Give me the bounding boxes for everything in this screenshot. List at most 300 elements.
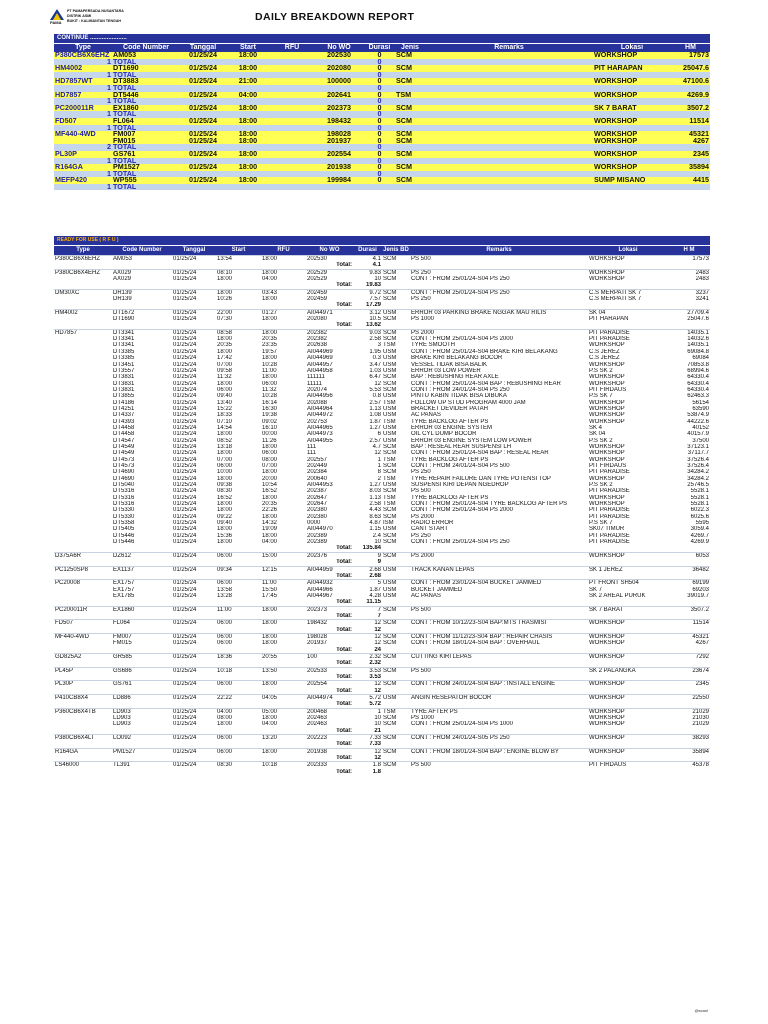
cell: 01/25/24 [172, 735, 216, 742]
table-row [54, 620, 710, 627]
cell: 16:14 [261, 400, 306, 406]
cell: 0 [377, 150, 382, 158]
type-cell: D375A6R [54, 552, 112, 559]
cell: VESSEL TIDAK BISA BALIK [410, 362, 588, 368]
cell: PIT HARAPAN [588, 316, 668, 322]
cell: PS 250 [410, 533, 588, 539]
cell: WORKSHOP [588, 381, 668, 387]
total-row [54, 627, 710, 634]
cell: SCM [382, 721, 410, 727]
cell: 18:00 [261, 640, 306, 646]
cell: 06:00 [216, 580, 261, 587]
cell: 200468 [306, 708, 353, 715]
cell: 18:00 [238, 104, 258, 112]
column-header: Code Number [112, 246, 172, 256]
cell: WORKSHOP [594, 78, 638, 85]
cell: 0 [377, 65, 382, 72]
cell: 45378 [668, 762, 710, 769]
cell: 08:10 [216, 269, 261, 276]
cell: EX1137 [112, 566, 172, 573]
column-header: Remarks [410, 246, 588, 256]
cell: 10 [353, 721, 382, 727]
empty-cell [410, 545, 588, 552]
cell: TSM [382, 501, 410, 507]
empty-cell [668, 728, 710, 735]
empty-cell [382, 322, 410, 329]
cell: DT1690 [113, 65, 139, 72]
total-row [54, 262, 710, 269]
total-label: TOTAL [112, 98, 180, 105]
empty-cell [410, 769, 588, 775]
empty-cell [671, 98, 710, 105]
cell: 00:00 [261, 431, 306, 437]
cell: 202389 [306, 539, 353, 545]
cell: SCM [382, 463, 410, 469]
column-header: Remarks [425, 44, 593, 52]
cell: 0 [377, 131, 382, 138]
empty-cell [54, 613, 112, 620]
empty-cell [593, 144, 671, 151]
empty-cell [112, 741, 172, 748]
empty-cell [172, 769, 216, 775]
cell: TSM [382, 419, 410, 425]
cell: EX1860 [113, 104, 139, 112]
total-label: TOTAL [112, 85, 180, 92]
cell: WORKSHOP [588, 406, 668, 412]
cell: LD903 [112, 708, 172, 715]
cell: WORKSHOP [588, 653, 668, 660]
empty-cell [588, 302, 668, 309]
cell: 14032.6 [668, 336, 710, 342]
cell: SCM [382, 374, 410, 380]
cell: WORKSHOP [588, 620, 668, 627]
cell: 01/25/24 [172, 681, 216, 688]
cell: 10.5 [353, 316, 382, 322]
empty-cell [172, 599, 216, 606]
cell: AI044956 [306, 393, 353, 399]
cell: 2483 [668, 276, 710, 282]
total-row [54, 72, 710, 79]
cell: WORKSHOP [588, 495, 668, 501]
type-cell: HD7857WT [55, 78, 93, 85]
cell: 27709.4 [668, 309, 710, 316]
empty-cell [382, 647, 410, 654]
empty-cell [588, 769, 668, 775]
cell: 202529 [306, 276, 353, 282]
empty-cell [314, 98, 364, 105]
cell: 202533 [306, 667, 353, 674]
empty-cell [180, 171, 226, 178]
cell: WORKSHOP [588, 457, 668, 463]
empty-cell [668, 613, 710, 620]
cell: 15:36 [216, 533, 261, 539]
cell: 19:57 [261, 349, 306, 355]
cell: SCM [382, 715, 410, 721]
cell: 9.83 [353, 269, 382, 276]
cell: 201938 [327, 164, 351, 171]
total-row [54, 322, 710, 329]
empty-cell [216, 647, 261, 654]
cell: WORKSHOP [588, 444, 668, 450]
column-header: Tanggal [172, 246, 216, 256]
cell: 0000 [306, 520, 353, 526]
total-row [54, 647, 710, 654]
cell: 01/25/24 [189, 131, 217, 138]
cell: 07:00 [216, 457, 261, 463]
cell: 1 [353, 463, 382, 469]
cell: 13:28 [216, 593, 261, 599]
cell: 9.72 [353, 289, 382, 296]
type-cell: FD507 [55, 117, 77, 125]
cell: SCM [382, 653, 410, 660]
type-cell: PC200011R [54, 606, 112, 613]
empty-cell [382, 545, 410, 552]
cell: TSM [382, 476, 410, 482]
cell: 202641 [327, 91, 351, 99]
cell: 4269.9 [687, 91, 709, 99]
cell: PIT FIRDAUS [588, 762, 668, 769]
cell: 202638 [306, 342, 353, 348]
cell: 10:28 [261, 362, 306, 368]
cell: 201938 [306, 748, 353, 755]
cell: 1 [353, 457, 382, 463]
cell: 23674 [668, 667, 710, 674]
total-label: Total: [306, 322, 353, 329]
cell: 18:00 [261, 620, 306, 627]
total-duration: 12 [353, 755, 382, 762]
empty-cell [216, 613, 261, 620]
empty-cell [216, 660, 261, 667]
cell: 18:00 [238, 137, 258, 145]
total-label: Total: [306, 282, 353, 289]
cell: FL064 [113, 117, 134, 125]
cell: WORKSHOP [588, 276, 668, 282]
cell: 01/25/24 [172, 355, 216, 361]
cell: WORKSHOP [588, 735, 668, 742]
column-header: Tanggal [180, 44, 226, 52]
cell: 01/25/24 [172, 482, 216, 488]
cell: BRACKET DEVIDER PATAH [410, 406, 588, 412]
cell: 3059.4 [668, 526, 710, 532]
cell: 06:00 [216, 387, 261, 393]
empty-cell [593, 98, 671, 105]
cell: 09:22 [216, 514, 261, 520]
cell: BAP : REBUSHING REAR AXLE [410, 374, 588, 380]
empty-cell [112, 573, 172, 580]
total-count: 1 [54, 125, 112, 132]
cell: FL064 [112, 620, 172, 627]
empty-cell [671, 59, 710, 66]
cell: 1.95 [353, 349, 382, 355]
empty-cell [216, 282, 261, 289]
cell: SCM [396, 137, 412, 145]
cell: USM [382, 362, 410, 368]
cell: WORKSHOP [594, 150, 638, 158]
cell: 64330.4 [668, 387, 710, 393]
total-row [54, 184, 710, 191]
empty-cell [180, 85, 226, 92]
cell: 200640 [306, 476, 353, 482]
page-title: DAILY BREAKDOWN REPORT [255, 11, 415, 23]
cell: 4.1 [353, 256, 382, 263]
empty-cell [54, 755, 112, 762]
empty-cell [261, 573, 306, 580]
empty-cell [54, 599, 112, 606]
empty-cell [410, 688, 588, 695]
empty-cell [112, 302, 172, 309]
total-label: Total: [306, 573, 353, 580]
cell: 202459 [306, 289, 353, 296]
total-label: Total: [306, 545, 353, 552]
table-row [54, 105, 710, 112]
empty-cell [112, 627, 172, 634]
cell: 18:00 [238, 117, 258, 125]
total-count: 1 [54, 111, 112, 118]
cell: 4.87 [353, 520, 382, 526]
cell: SCM [382, 488, 410, 494]
cell: 111 [306, 450, 353, 456]
column-header: HM [671, 44, 710, 52]
cell: 14035.1 [668, 342, 710, 348]
cell: 01/25/24 [189, 117, 217, 125]
cell: 01/25/24 [172, 469, 216, 475]
cell: 06:00 [216, 640, 261, 646]
cell: 18:00 [216, 381, 261, 387]
cell: 111111 [306, 374, 353, 380]
cell: 07:10 [216, 419, 261, 425]
cell: SUSPENSI KIRI DEPAN NGEDROP [410, 482, 588, 488]
empty-cell [216, 769, 261, 775]
empty-cell [410, 755, 588, 762]
empty-cell [54, 647, 112, 654]
cell: 01/25/24 [172, 309, 216, 316]
cell: DT5330 [112, 507, 172, 513]
total-label: Total: [306, 755, 353, 762]
cell: TYRE BACKLOG AFTER PS [410, 419, 588, 425]
empty-cell [410, 728, 588, 735]
cell: TSM [382, 708, 410, 715]
cell: WORKSHOP [588, 681, 668, 688]
cell: 01/25/24 [172, 450, 216, 456]
cell: USM [382, 593, 410, 599]
empty-cell [588, 322, 668, 329]
cell: USM [382, 355, 410, 361]
cell: 202529 [306, 269, 353, 276]
cell [270, 52, 314, 59]
total-row [54, 98, 710, 105]
type-cell: P380CB6X6EHZ [54, 256, 112, 263]
cell: AC PANAS [410, 412, 588, 418]
empty-cell [588, 282, 668, 289]
empty-cell [593, 59, 671, 66]
empty-cell [54, 701, 112, 708]
empty-cell [172, 688, 216, 695]
cell: 01/25/24 [172, 708, 216, 715]
cell [270, 105, 314, 112]
cell: 18:00 [216, 289, 261, 296]
empty-cell [226, 144, 270, 151]
empty-cell [668, 741, 710, 748]
empty-cell [314, 144, 364, 151]
cell: SCM [382, 381, 410, 387]
empty-cell [410, 282, 588, 289]
cell: SCM [382, 296, 410, 302]
empty-cell [382, 701, 410, 708]
cell: DT3855 [112, 393, 172, 399]
empty-cell [668, 647, 710, 654]
type-cell: HD7857 [55, 91, 82, 99]
type-cell: P380CB6X4LT [54, 735, 112, 742]
cell [270, 78, 314, 85]
cell: TRACK KANAN LEPAS [410, 566, 588, 573]
cell: 10:28 [261, 393, 306, 399]
total-duration: 0 [364, 144, 395, 151]
empty-cell [216, 573, 261, 580]
total-label: Total: [306, 647, 353, 654]
cell: 22:26 [261, 507, 306, 513]
cell: PM1527 [112, 748, 172, 755]
cell: 12 [353, 681, 382, 688]
cell [425, 131, 593, 138]
cell: DT5446 [113, 91, 139, 99]
cell: PS 1000 [410, 715, 588, 721]
cell: PS 500 [410, 762, 588, 769]
cell: AM053 [112, 256, 172, 263]
empty-cell [314, 171, 364, 178]
cell: FM007 [113, 131, 136, 138]
cell: SK 2 AREAL PURUK [588, 593, 668, 599]
cell: SK 4 [588, 425, 668, 431]
total-duration [364, 184, 395, 191]
cell: PIT PARADISE [588, 469, 668, 475]
empty-cell [382, 599, 410, 606]
cell [425, 105, 593, 112]
cell: 12 [353, 620, 382, 627]
cell: 11:26 [261, 438, 306, 444]
cell: 1.27 [353, 482, 382, 488]
cell: TL391 [112, 762, 172, 769]
empty-cell [395, 85, 425, 92]
cell: TYRE BACKLOG AFTER PS [410, 495, 588, 501]
cell: BUCKET JAMMED [410, 587, 588, 593]
column-header: Durasi [353, 246, 382, 256]
cell: DT3557 [112, 368, 172, 374]
empty-cell [216, 545, 261, 552]
cell: 2.68 [353, 566, 382, 573]
cell: 69199 [668, 580, 710, 587]
empty-cell [425, 125, 593, 132]
cell [425, 52, 593, 59]
empty-cell [671, 158, 710, 165]
cell: 202074 [306, 387, 353, 393]
cell: WORKSHOP [594, 52, 638, 59]
cell: USM [382, 580, 410, 587]
cell: SCM [382, 276, 410, 282]
type-cell: HM4002 [54, 309, 112, 316]
table-row [54, 309, 710, 316]
cell: 01/25/24 [172, 381, 216, 387]
cell: WORKSHOP [588, 419, 668, 425]
total-row [54, 674, 710, 681]
empty-cell [671, 72, 710, 79]
type-cell: PL30P [54, 681, 112, 688]
cell: 18:00 [238, 52, 258, 59]
empty-cell [668, 282, 710, 289]
cell: 01/25/24 [172, 425, 216, 431]
cell: 6022.3 [668, 507, 710, 513]
cell: 08:00 [261, 457, 306, 463]
empty-cell [425, 111, 593, 118]
cell: 15:50 [261, 587, 306, 593]
cell: 1.87 [353, 419, 382, 425]
table-row [54, 151, 710, 158]
empty-cell [593, 125, 671, 132]
empty-cell [588, 559, 668, 566]
cell: 9.03 [353, 329, 382, 336]
cell: 25047.6 [668, 316, 710, 322]
empty-cell [226, 85, 270, 92]
total-duration: 17.29 [353, 302, 382, 309]
cell: 11:32 [261, 387, 306, 393]
cell: 08:30 [216, 762, 261, 769]
cell: 201937 [327, 137, 351, 145]
empty-cell [270, 59, 314, 66]
cell: 4267 [693, 137, 709, 145]
empty-cell [172, 302, 216, 309]
cell: 20:55 [261, 653, 306, 660]
table-row [54, 164, 710, 171]
cell: AI044967 [306, 593, 353, 599]
company-location: BUKIT : KALIMANTAN TENGAH [67, 19, 122, 23]
total-count: 1 [54, 158, 112, 165]
cell: 01/25/24 [172, 368, 216, 374]
total-row [54, 302, 710, 309]
cell: 07:30 [216, 316, 261, 322]
cell: 15:00 [261, 552, 306, 559]
cell: 18:00 [238, 65, 258, 72]
cell: 18:00 [216, 431, 261, 437]
empty-cell [382, 559, 410, 566]
total-label: TOTAL [112, 111, 180, 118]
empty-cell [668, 701, 710, 708]
cell: 05:00 [261, 708, 306, 715]
empty-cell [54, 559, 112, 566]
cell: PIT FIRDAUS [588, 387, 668, 393]
empty-cell [54, 769, 112, 775]
cell: SCM [396, 52, 412, 59]
cell: 01/25/24 [172, 721, 216, 727]
cell: SCM [396, 65, 412, 72]
cell: USM [382, 425, 410, 431]
cell: CONT : FROM 10/12/23-S04 BAP:MTS TRASMISI [410, 620, 588, 627]
cell: SCM [396, 117, 412, 125]
total-row [54, 688, 710, 695]
cell: CONT : FROM 18/01/24-S04 BAP : OVERHAUL [410, 640, 588, 646]
cell: GS761 [112, 681, 172, 688]
cell: 01/25/24 [172, 276, 216, 282]
empty-cell [172, 660, 216, 667]
empty-cell [668, 660, 710, 667]
cell: 2345 [693, 150, 709, 158]
continue-section-label: CONTINUE ...................... [54, 34, 710, 43]
total-label: TOTAL [112, 158, 180, 165]
empty-cell [382, 769, 410, 775]
cell: 18:00 [216, 526, 261, 532]
cell: 0 [377, 104, 382, 112]
cell: AI044969 [306, 349, 353, 355]
cell: AI044972 [306, 412, 353, 418]
cell: GS761 [113, 150, 136, 158]
